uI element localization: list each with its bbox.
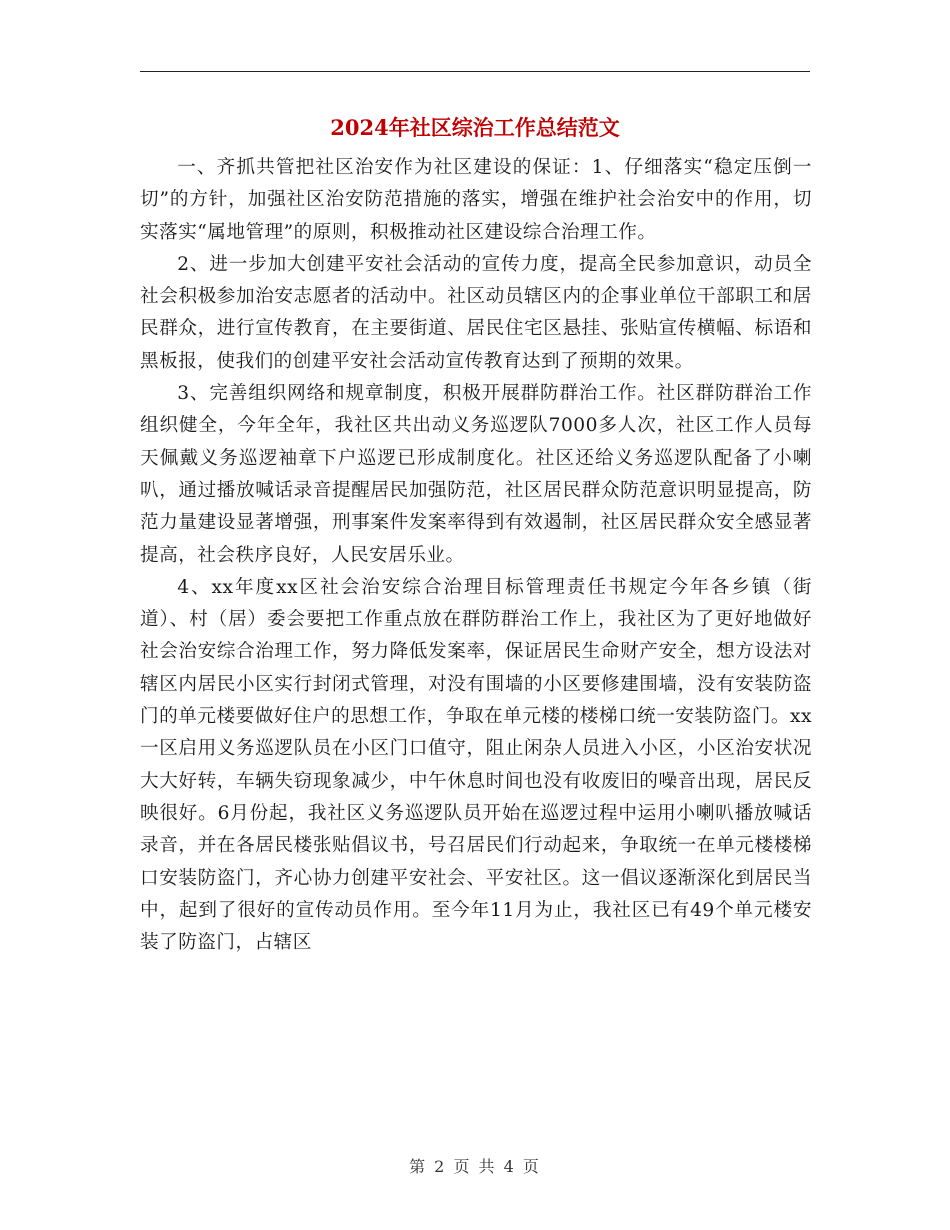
document-title: 2024年社区综治工作总结范文 [330, 115, 620, 140]
header-rule [140, 71, 810, 72]
paragraph-3: 3、完善组织网络和规章制度，积极开展群防群治工作。社区群防群治工作组织健全，今年全年，我社区共出动义务巡逻队7000多人次，社区工作人员每天佩戴义务巡逻袖章下户巡逻已形成制度化。社区还给义务巡逻队配备了小喇叭，通过播放喊话录音提醒居民加强防范，社区居民群众防范意识明显提高，防范力量建设显著增强，刑事案件发案率得到有效遏制，社区居民群众安全感显著提高，社会秩序良好，人民安居乐业。 [140, 383, 812, 566]
page-number: 第 2 页 共 4 页 [409, 1157, 541, 1176]
paragraph-1: 一、齐抓共管把社区治安作为社区建设的保证：1、仔细落实“稳定压倒一切”的方针，加强社区治安防范措施的落实，增强在维护社会治安中的作用，切实落实“属地管理”的原则，积极推动社区建设综合治理工作。 [140, 157, 812, 243]
paragraph-4: 4、xx年度xx区社会治安综合治理目标管理责任书规定今年各乡镇（街道）、村（居）委会要把工作重点放在群防群治工作上，我社区为了更好地做好社会治安综合治理工作，努力降低发案率，保证居民生命财产安全，想方设法对辖区内居民小区实行封闭式管理，对没有围墙的小区要修建围墙，没有安装防盗门的单元楼要做好住户的思想工作，争取在单元楼的楼梯口统一安装防盗门。xx一区启用义务巡逻队员在小区门口值守，阻止闲杂人员进入小区，小区治安状况大大好转，车辆失窃现象减少，中午休息时间也没有收废旧的噪音出现，居民反映很好。6月份起，我社区义务巡逻队员开始在巡逻过程中运用小喇叭播放喊话录音，并在各居民楼张贴倡议书，号召居民们行动起来，争取统一在单元楼楼梯口安装防盗门，齐心协力创建平安社会、平安社区。这一倡议逐渐深化到居民当中，起到了很好的宣传动员作用。至今年11月为止，我社区已有49个单元楼安装了防盗门，占辖区 [140, 576, 812, 954]
document-body [140, 152, 812, 959]
paragraph-2: 2、进一步加大创建平安社会活动的宣传力度，提高全民参加意识，动员全社会积极参加治安志愿者的活动中。社区动员辖区内的企事业单位干部职工和居民群众，进行宣传教育，在主要街道、居民住宅区悬挂、张贴宣传横幅、标语和黑板报，使我们的创建平安社会活动宣传教育达到了预期的效果。 [140, 253, 812, 372]
